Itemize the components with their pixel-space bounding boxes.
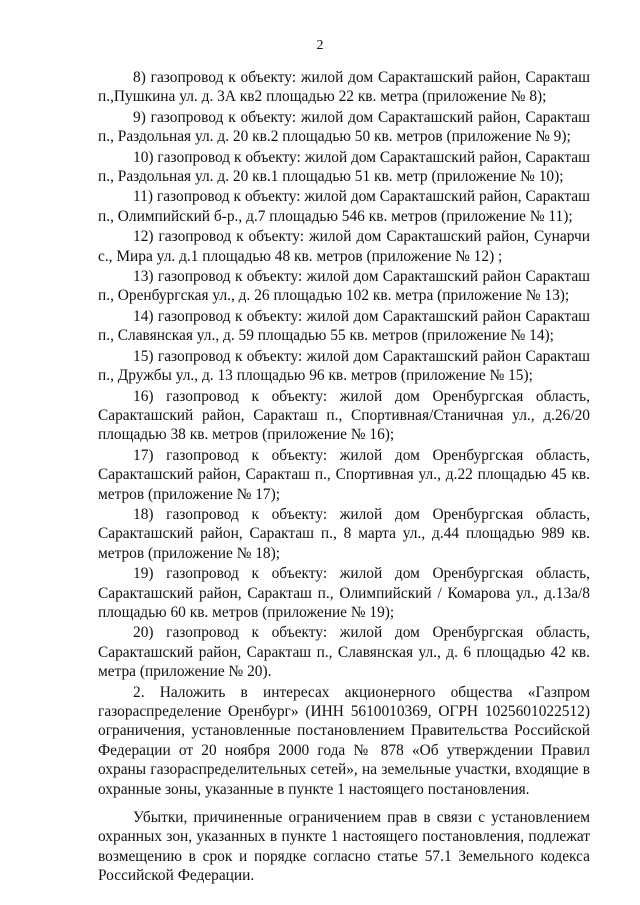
list-item-8: 8) газопровод к объекту: жилой дом Саракташский район, Саракташ п.,Пушкина ул. д. 3А кв2 площадью 22 кв. метра (приложение № 8);: [98, 69, 590, 106]
list-item-16: 16) газопровод к объекту: жилой дом Оренбургская область, Саракташский район, Саракташ п., Спортивная/Станичная ул., д.26/20 площадью 38 кв. метров (приложение № 16);: [98, 387, 590, 444]
list-item-15: 15) газопровод к объекту: жилой дом Саракташский район Саракташ п., Дружбы ул., д. 13 площадью 96 кв. метров (приложение № 15);: [98, 347, 590, 385]
clause-2-paragraph: 2. Наложить в интересах акционерного общества «Газпром газораспределение Оренбург» (ИНН 5610010369, ОГРН 1025601022512) ограничения, установленные постановлением Правительства Российской Федерации от 20 ноября 2000 года № 878 «Об утверждении Правил охраны газораспределительных сетей», на земельные участки, входящие в охранные зоны, указанные в пункте 1 настоящего постановления.: [98, 683, 590, 798]
list-item-19: 19) газопровод к объекту: жилой дом Оренбургская область, Саракташский район, Саракташ п., Олимпийский / Комарова ул., д.13а/8 площадью 60 кв. метров (приложение № 19);: [98, 565, 590, 621]
list-item-13: 13) газопровод к объекту: жилой дом Саракташский район Саракташ п., Оренбургская ул., д. 26 площадью 102 кв. метра (приложение № 13);: [98, 268, 590, 305]
list-item-17: 17) газопровод к объекту: жилой дом Оренбургская область, Саракташский район, Саракташ п., Спортивная ул., д.22 площадью 45 кв. метров (приложение № 17);: [98, 446, 590, 503]
list-item-9: 9) газопровод к объекту: жилой дом Саракташский район, Саракташ п., Раздольная ул. д. 20 кв.2 площадью 50 кв. метров (приложение № 9);: [98, 108, 590, 146]
document-body: [98, 68, 590, 887]
list-item-11: 11) газопровод к объекту: жилой дом Саракташский район, Саракташ п., Олимпийский б-р., д.7 площадью 546 кв. метров (приложение № 11);: [98, 188, 590, 225]
list-item-10: 10) газопровод к объекту: жилой дом Саракташский район, Саракташ п., Раздольная ул. д. 20 кв.1 площадью 51 кв. метр (приложение № 10);: [98, 148, 590, 186]
list-item-14: 14) газопровод к объекту: жилой дом Саракташский район Саракташ п., Славянская ул., д. 59 площадью 55 кв. метров (приложение № 14);: [98, 307, 590, 345]
losses-paragraph: Убытки, причиненные ограничением прав в связи с установлением охранных зон, указанных в пункте 1 настоящего постановления, подлежат возмещению в срок и порядке согласно статье 57.1 Земельного кодекса Российской Федерации.: [98, 809, 590, 885]
list-item-20: 20) газопровод к объекту: жилой дом Оренбургская область, Саракташский район, Саракташ п., Славянская ул., д. 6 площадью 42 кв. метра (приложение № 20).: [98, 624, 590, 681]
list-item-12: 12) газопровод к объекту: жилой дом Саракташский район, Сунарчи с., Мира ул. д.1 площадью 48 кв. метров (приложение № 12) ;: [98, 228, 590, 265]
list-item-18: 18) газопровод к объекту: жилой дом Оренбургская область, Саракташский район, Саракташ п., 8 марта ул., д.44 площадью 989 кв. метров (приложение № 18);: [98, 505, 590, 562]
page-number: 2: [316, 38, 324, 53]
